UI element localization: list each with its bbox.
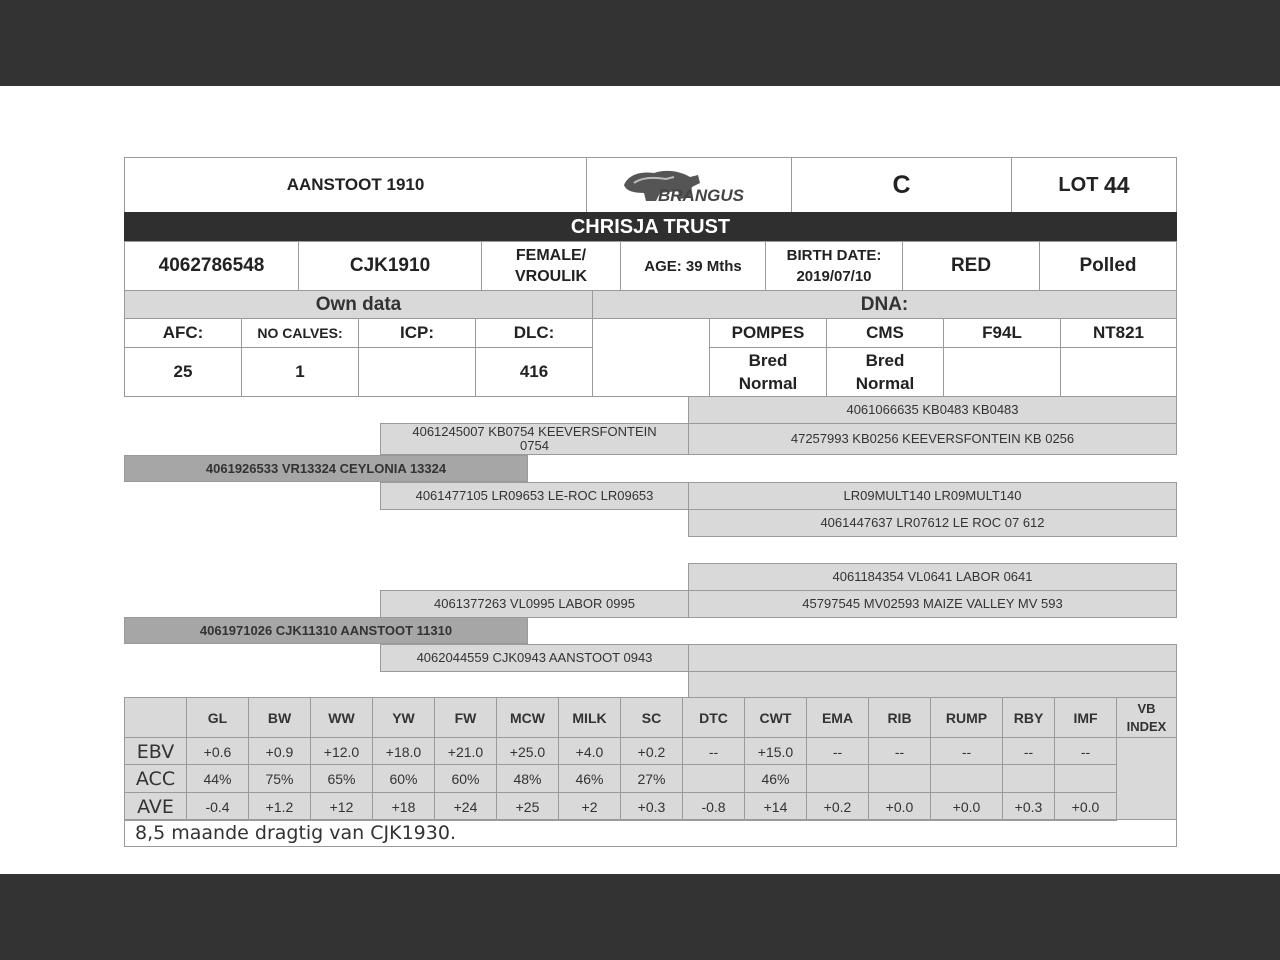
ebv-cell	[682, 764, 745, 793]
bottom-band	[0, 874, 1280, 960]
vb-index-value	[1116, 737, 1177, 820]
ebv-cell: +12.0	[310, 737, 373, 766]
ebv-cell: +14	[744, 792, 807, 821]
animal-tag: CJK1910	[298, 241, 482, 291]
ebv-cell: 27%	[620, 764, 683, 793]
ebv-cell: +0.9	[248, 737, 311, 766]
ebv-cell: +25.0	[496, 737, 559, 766]
ebv-col-mcw: MCW	[496, 697, 559, 738]
ebv-corner	[124, 697, 187, 738]
ebv-cell: 48%	[496, 764, 559, 793]
dna-header-nt821: NT821	[1060, 318, 1177, 348]
ebv-cell: --	[1002, 737, 1055, 766]
ebv-cell	[1002, 764, 1055, 793]
pedigree-ddd	[688, 671, 1177, 699]
ebv-cell: 46%	[558, 764, 621, 793]
ebv-col-rump: RUMP	[930, 697, 1003, 738]
ebv-cell: --	[806, 737, 869, 766]
horn-status: Polled	[1039, 241, 1177, 291]
animal-id: 4062786548	[124, 241, 299, 291]
ebv-cell: 65%	[310, 764, 373, 793]
pedigree-sds: LR09MULT140 LR09MULT140	[688, 482, 1177, 510]
dna-value-f94l	[943, 347, 1061, 397]
ebv-cell: +1.2	[248, 792, 311, 821]
logo-text: BRANGUS	[658, 186, 744, 205]
ebv-cell	[806, 764, 869, 793]
dna-value-pompes: Bred Normal	[709, 347, 827, 397]
ebv-cell: +0.3	[620, 792, 683, 821]
ebv-cell: -0.4	[186, 792, 249, 821]
animal-sex: FEMALE/ VROULIK	[481, 241, 621, 291]
dna-title: DNA:	[592, 290, 1177, 319]
animal-age: AGE: 39 Mths	[620, 241, 766, 291]
ebv-cell: -0.8	[682, 792, 745, 821]
icp-header: ICP:	[358, 318, 476, 348]
top-band	[0, 0, 1280, 86]
birth-date: BIRTH DATE: 2019/07/10	[765, 241, 903, 291]
vb-index-header: VB INDEX	[1116, 697, 1177, 738]
ebv-cell: +0.2	[806, 792, 869, 821]
ebv-cell: +0.0	[930, 792, 1003, 821]
animal-name: AANSTOOT 1910	[124, 157, 587, 213]
ebv-cell: --	[1054, 737, 1117, 766]
ebv-col-rby: RBY	[1002, 697, 1055, 738]
afc-header: AFC:	[124, 318, 242, 348]
ebv-cell: +0.2	[620, 737, 683, 766]
ebv-col-yw: YW	[372, 697, 435, 738]
ebv-col-dtc: DTC	[682, 697, 745, 738]
owner-bar: CHRISJA TRUST	[124, 212, 1177, 242]
pedigree-dam-sire: 4061377263 VL0995 LABOR 0995	[380, 590, 689, 618]
note-row: 8,5 maande dragtig van CJK1930.	[124, 819, 1177, 847]
ebv-col-rib: RIB	[868, 697, 931, 738]
ebv-cell: 60%	[434, 764, 497, 793]
dna-header-cms: CMS	[826, 318, 944, 348]
ebv-col-ww: WW	[310, 697, 373, 738]
ebv-cell: 44%	[186, 764, 249, 793]
dlc-value: 416	[475, 347, 593, 397]
own-data-title: Own data	[124, 290, 593, 319]
ebv-cell: --	[868, 737, 931, 766]
animal-colour: RED	[902, 241, 1040, 291]
ebv-row-label: ACC	[124, 764, 187, 793]
dlc-header: DLC:	[475, 318, 593, 348]
pedigree-dss: 4061184354 VL0641 LABOR 0641	[688, 563, 1177, 591]
ebv-cell: +24	[434, 792, 497, 821]
ebv-cell	[930, 764, 1003, 793]
afc-value: 25	[124, 347, 242, 397]
ebv-cell: +21.0	[434, 737, 497, 766]
ebv-cell: +18	[372, 792, 435, 821]
ebv-cell: +0.6	[186, 737, 249, 766]
ebv-col-milk: MILK	[558, 697, 621, 738]
ebv-col-sc: SC	[620, 697, 683, 738]
ebv-col-ema: EMA	[806, 697, 869, 738]
no-calves-header: NO CALVES:	[241, 318, 359, 348]
ebv-col-gl: GL	[186, 697, 249, 738]
dna-header-pompes: POMPES	[709, 318, 827, 348]
ebv-cell: --	[682, 737, 745, 766]
pedigree-sdd: 4061447637 LR07612 LE ROC 07 612	[688, 509, 1177, 537]
pedigree-sire: 4061926533 VR13324 CEYLONIA 13324	[124, 455, 528, 482]
ebv-cell: +25	[496, 792, 559, 821]
ebv-cell: +18.0	[372, 737, 435, 766]
pedigree-ssd: 47257993 KB0256 KEEVERSFONTEIN KB 0256	[688, 423, 1177, 455]
ebv-cell: +2	[558, 792, 621, 821]
ebv-row-label: EBV	[124, 737, 187, 766]
ebv-cell: +4.0	[558, 737, 621, 766]
ebv-cell: 75%	[248, 764, 311, 793]
brangus-logo	[586, 157, 792, 213]
dna-value-nt821	[1060, 347, 1177, 397]
dna-header-f94l: F94L	[943, 318, 1061, 348]
ebv-row-label: AVE	[124, 792, 187, 821]
pedigree-dsd: 45797545 MV02593 MAIZE VALLEY MV 593	[688, 590, 1177, 618]
ebv-col-cwt: CWT	[744, 697, 807, 738]
pedigree-sss: 4061066635 KB0483 KB0483	[688, 396, 1177, 424]
pedigree-dds	[688, 644, 1177, 672]
ebv-cell: +15.0	[744, 737, 807, 766]
dna-value-cms: Bred Normal	[826, 347, 944, 397]
ebv-col-imf: IMF	[1054, 697, 1117, 738]
ebv-cell: +12	[310, 792, 373, 821]
ebv-cell: 60%	[372, 764, 435, 793]
dna-blank	[592, 318, 710, 397]
ebv-cell: 46%	[744, 764, 807, 793]
ebv-cell: +0.3	[1002, 792, 1055, 821]
pedigree-dam: 4061971026 CJK11310 AANSTOOT 11310	[124, 617, 528, 644]
icp-value	[358, 347, 476, 397]
pedigree-sire-sire: 4061245007 KB0754 KEEVERSFONTEIN 0754	[380, 423, 689, 455]
ebv-cell	[868, 764, 931, 793]
ebv-col-bw: BW	[248, 697, 311, 738]
lot-number: LOT 44	[1011, 157, 1177, 213]
ebv-cell	[1054, 764, 1117, 793]
ebv-cell: --	[930, 737, 1003, 766]
pedigree-dam-dam: 4062044559 CJK0943 AANSTOOT 0943	[380, 644, 689, 672]
no-calves-value: 1	[241, 347, 359, 397]
pedigree-sire-dam: 4061477105 LR09653 LE-ROC LR09653	[380, 482, 689, 510]
ebv-cell: +0.0	[868, 792, 931, 821]
ebv-cell: +0.0	[1054, 792, 1117, 821]
class-grade: C	[791, 157, 1012, 213]
ebv-col-fw: FW	[434, 697, 497, 738]
